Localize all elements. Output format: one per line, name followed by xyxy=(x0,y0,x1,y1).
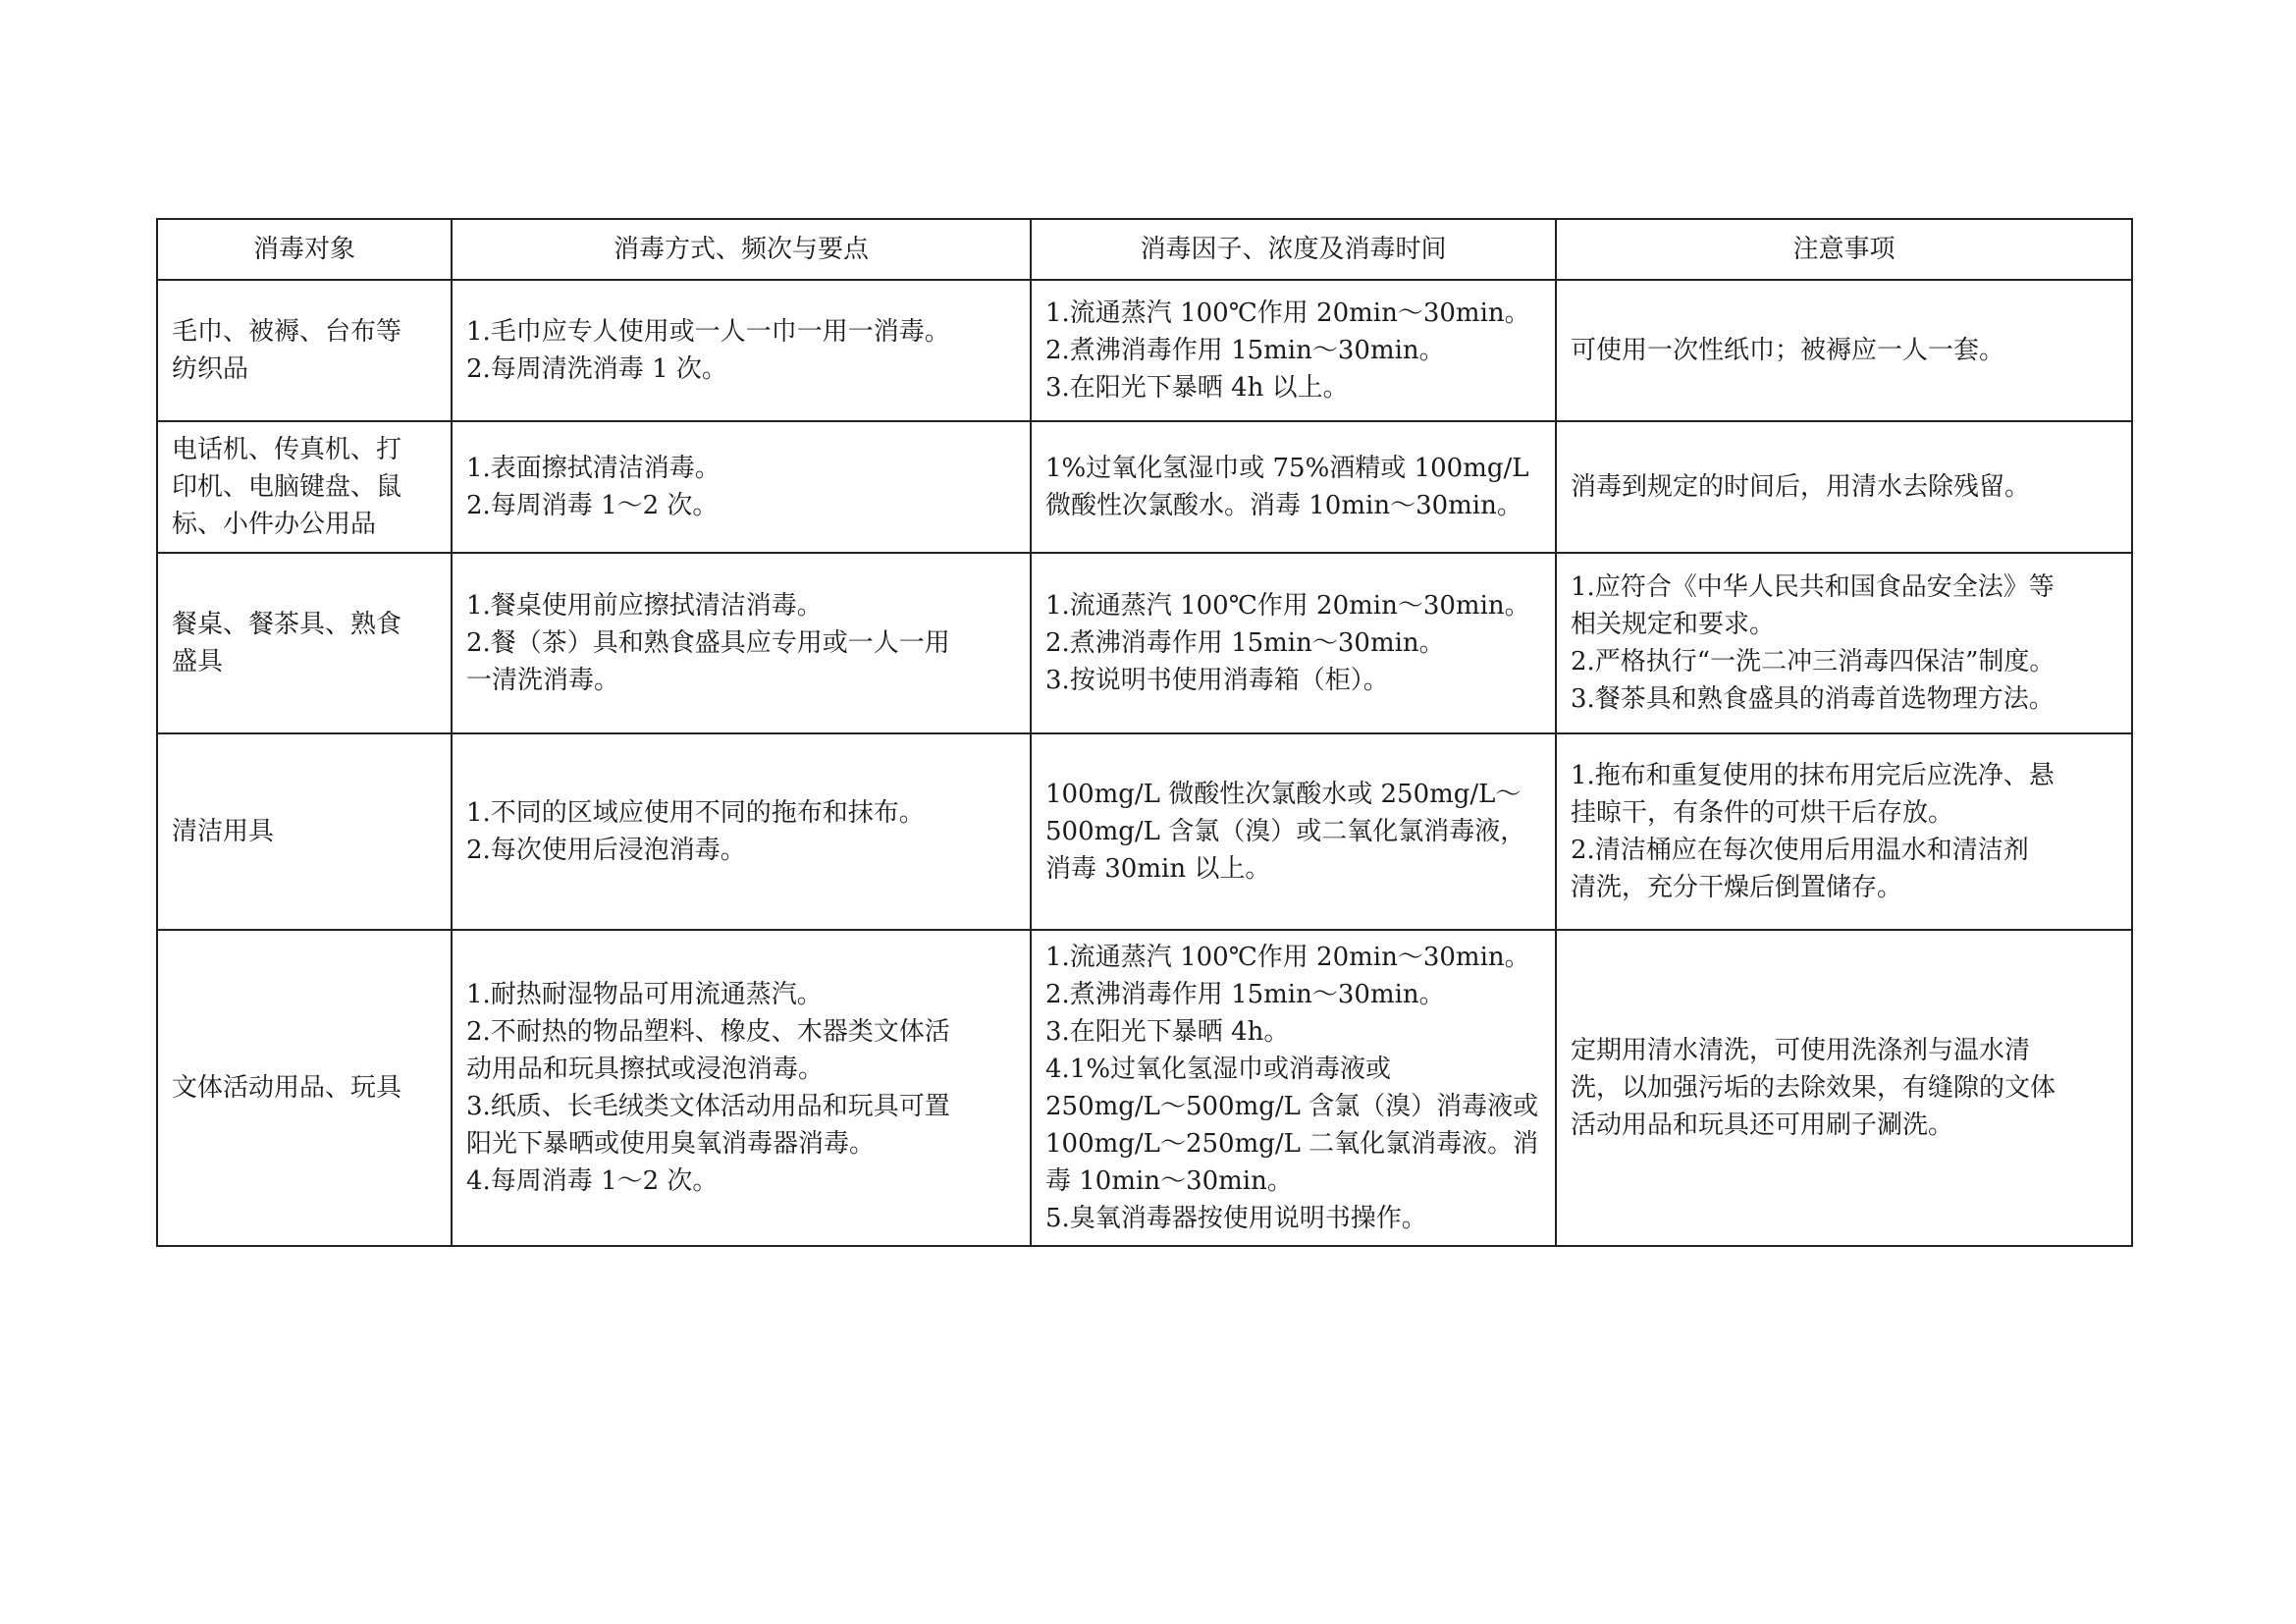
cell-method xyxy=(452,930,1031,1246)
table-row xyxy=(157,553,2132,733)
cell-line: 3.纸质、长毛绒类文体活动用品和玩具可置 xyxy=(466,1092,950,1121)
cell-line: 洗，以加强污垢的去除效果，有缝隙的文体 xyxy=(1571,1073,2056,1103)
cell-method xyxy=(452,733,1031,930)
header-object: 消毒对象 xyxy=(157,219,452,280)
cell-line: 1.耐热耐湿物品可用流通蒸汽。 xyxy=(466,980,823,1009)
cell-line: 250mg/L～500mg/L 含氯（溴）消毒液或 xyxy=(1045,1092,1539,1121)
cell-line: 清洁用具 xyxy=(172,817,275,846)
cell-line: 电话机、传真机、打 xyxy=(172,435,402,464)
cell-line: 1.餐桌使用前应擦拭清洁消毒。 xyxy=(466,591,823,621)
cell-line: 1%过氧化氢湿巾或 75%酒精或 100mg/L xyxy=(1045,454,1529,483)
cell-method xyxy=(452,553,1031,733)
cell-line: 纺织品 xyxy=(172,354,249,384)
cell-line: 2.不耐热的物品塑料、橡皮、木器类文体活 xyxy=(466,1017,950,1047)
table-row xyxy=(157,930,2132,1246)
header-method: 消毒方式、频次与要点 xyxy=(452,219,1031,280)
table-row xyxy=(157,280,2132,421)
cell-notes xyxy=(1556,930,2132,1246)
cell-method xyxy=(452,280,1031,421)
disinfection-table xyxy=(156,218,2133,1247)
cell-line: 阳光下暴晒或使用臭氧消毒器消毒。 xyxy=(466,1129,876,1159)
cell-line: 可使用一次性纸巾；被褥应一人一套。 xyxy=(1571,336,2005,365)
cell-notes xyxy=(1556,553,2132,733)
cell-line: 4.每周消毒 1～2 次。 xyxy=(466,1166,719,1196)
cell-line: 2.煮沸消毒作用 15min～30min。 xyxy=(1045,336,1445,365)
cell-line: 动用品和玩具擦拭或浸泡消毒。 xyxy=(466,1055,825,1084)
cell-line: 4.1%过氧化氢湿巾或消毒液或 xyxy=(1045,1055,1392,1084)
cell-line: 3.在阳光下暴晒 4h。 xyxy=(1045,1017,1290,1047)
cell-line: 盛具 xyxy=(172,647,224,677)
cell-line: 2.每周清洗消毒 1 次。 xyxy=(466,354,727,384)
cell-line: 微酸性次氯酸水。消毒 10min～30min。 xyxy=(1045,491,1522,520)
table-row xyxy=(157,421,2132,553)
cell-line: 餐桌、餐茶具、熟食 xyxy=(172,610,402,639)
cell-object xyxy=(157,421,452,553)
cell-line: 2.每次使用后浸泡消毒。 xyxy=(466,836,746,865)
cell-line: 5.臭氧消毒器按使用说明书操作。 xyxy=(1045,1204,1427,1233)
cell-line: 毛巾、被褥、台布等 xyxy=(172,317,402,347)
cell-line: 1.拖布和重复使用的抹布用完后应洗净、悬 xyxy=(1571,761,2055,790)
cell-line: 2.餐（茶）具和熟食盛具应专用或一人一用 xyxy=(466,628,950,658)
cell-object xyxy=(157,733,452,930)
cell-factor xyxy=(1031,733,1556,930)
cell-line: 100mg/L 微酸性次氯酸水或 250mg/L～ xyxy=(1045,780,1522,809)
cell-line: 1.不同的区域应使用不同的拖布和抹布。 xyxy=(466,798,925,828)
cell-factor xyxy=(1031,280,1556,421)
cell-line: 500mg/L 含氯（溴）或二氧化氯消毒液， xyxy=(1045,817,1526,846)
table-row xyxy=(157,733,2132,930)
cell-line: 定期用清水清洗，可使用洗涤剂与温水清 xyxy=(1571,1036,2031,1065)
cell-line: 1.流通蒸汽 100℃作用 20min～30min。 xyxy=(1045,591,1530,621)
cell-notes xyxy=(1556,421,2132,553)
cell-factor xyxy=(1031,553,1556,733)
cell-factor xyxy=(1031,421,1556,553)
cell-line: 100mg/L～250mg/L 二氧化氯消毒液。消 xyxy=(1045,1129,1539,1159)
cell-method xyxy=(452,421,1031,553)
cell-object xyxy=(157,280,452,421)
cell-line: 消毒到规定的时间后，用清水去除残留。 xyxy=(1571,472,2031,502)
cell-line: 3.按说明书使用消毒箱（柜）。 xyxy=(1045,666,1389,695)
cell-line: 毒 10min～30min。 xyxy=(1045,1166,1293,1196)
cell-line: 2.严格执行“一洗二冲三消毒四保洁”制度。 xyxy=(1571,647,2056,677)
cell-line: 2.煮沸消毒作用 15min～30min。 xyxy=(1045,980,1445,1009)
header-factor: 消毒因子、浓度及消毒时间 xyxy=(1031,219,1556,280)
cell-object xyxy=(157,553,452,733)
cell-line: 一清洗消毒。 xyxy=(466,666,620,695)
cell-line: 相关规定和要求。 xyxy=(1571,610,1776,639)
cell-factor xyxy=(1031,930,1556,1246)
cell-line: 消毒 30min 以上。 xyxy=(1045,854,1271,884)
table-header-row xyxy=(157,219,2132,280)
cell-notes xyxy=(1556,733,2132,930)
cell-line: 挂晾干，有条件的可烘干后存放。 xyxy=(1571,798,1954,828)
cell-object xyxy=(157,930,452,1246)
cell-line: 3.在阳光下暴晒 4h 以上。 xyxy=(1045,373,1349,403)
cell-line: 活动用品和玩具还可用刷子涮洗。 xyxy=(1571,1110,1954,1140)
cell-line: 3.餐茶具和熟食盛具的消毒首选物理方法。 xyxy=(1571,684,2055,714)
cell-line: 标、小件办公用品 xyxy=(172,510,377,539)
cell-line: 清洗，充分干燥后倒置储存。 xyxy=(1571,873,1903,902)
cell-line: 1.应符合《中华人民共和国食品安全法》等 xyxy=(1571,572,2055,602)
cell-line: 印机、电脑键盘、鼠 xyxy=(172,472,402,502)
cell-line: 文体活动用品、玩具 xyxy=(172,1073,402,1103)
cell-line: 1.流通蒸汽 100℃作用 20min～30min。 xyxy=(1045,943,1530,972)
cell-line: 2.每周消毒 1～2 次。 xyxy=(466,491,719,520)
cell-line: 2.清洁桶应在每次使用后用温水和清洁剂 xyxy=(1571,836,2029,865)
cell-line: 1.毛巾应专人使用或一人一巾一用一消毒。 xyxy=(466,317,950,347)
header-notes: 注意事项 xyxy=(1556,219,2132,280)
cell-line: 1.表面擦拭清洁消毒。 xyxy=(466,454,721,483)
cell-notes xyxy=(1556,280,2132,421)
cell-line: 1.流通蒸汽 100℃作用 20min～30min。 xyxy=(1045,298,1530,328)
cell-line: 2.煮沸消毒作用 15min～30min。 xyxy=(1045,628,1445,658)
